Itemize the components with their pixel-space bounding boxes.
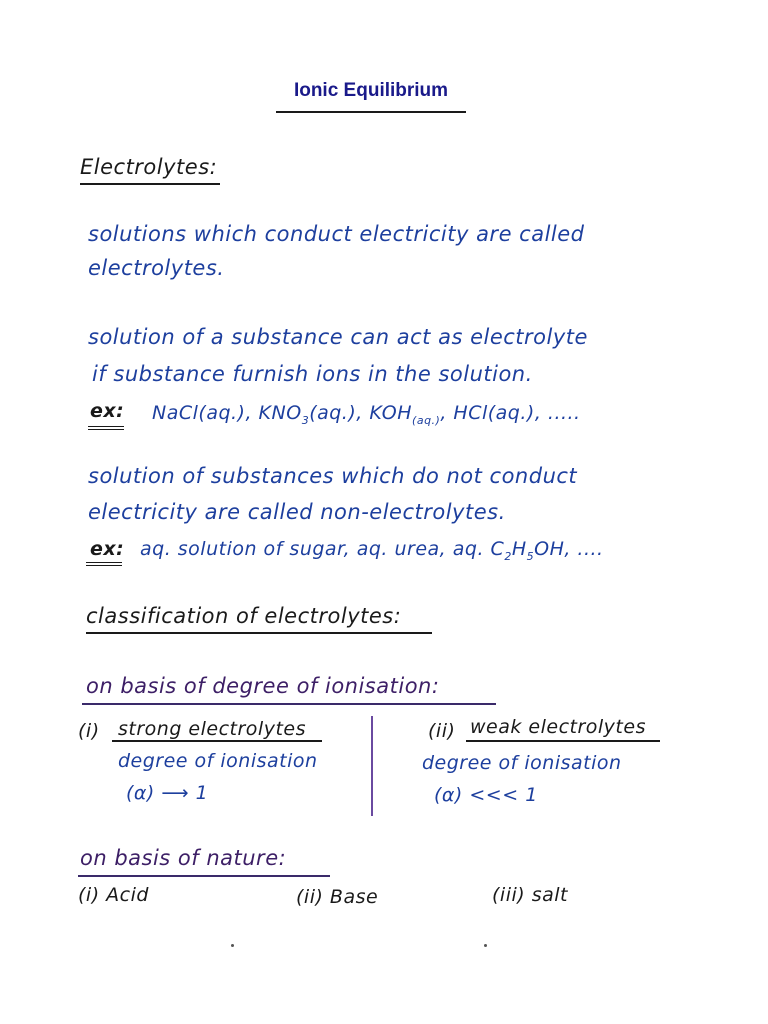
weak-line-1: degree of ionisation bbox=[422, 752, 622, 774]
example-1-part-b: (aq.), KOH bbox=[309, 402, 413, 424]
example-1-label-underline bbox=[88, 426, 124, 430]
definition-line-2: electrolytes. bbox=[88, 256, 225, 280]
strong-line-2: (α) ⟶ 1 bbox=[126, 782, 209, 804]
example-2-part-a: aq. solution of sugar, aq. urea, aq. C bbox=[140, 538, 505, 560]
ionisation-heading-underline bbox=[82, 703, 496, 705]
example-1-part-a: NaCl(aq.), KNO bbox=[152, 402, 302, 424]
definition-line-1: solutions which conduct electricity are called bbox=[88, 222, 585, 246]
nature-heading-underline bbox=[78, 875, 330, 877]
nature-item-salt: (iii) salt bbox=[492, 884, 568, 906]
non-electrolyte-line-1: solution of substances which do not conduct bbox=[88, 464, 578, 488]
example-1-text bbox=[152, 402, 581, 427]
example-2-label-underline bbox=[86, 562, 122, 566]
example-2-part-b: H bbox=[511, 538, 527, 560]
stray-mark bbox=[484, 944, 487, 947]
nature-item-acid: (i) Acid bbox=[78, 884, 149, 906]
weak-title-underline bbox=[466, 740, 660, 742]
weak-label: (ii) bbox=[428, 720, 456, 742]
strong-title-underline bbox=[112, 740, 322, 742]
electrolytes-heading-underline bbox=[80, 183, 220, 185]
title-underline bbox=[276, 111, 466, 113]
stray-mark bbox=[231, 944, 234, 947]
example-2-label: ex: bbox=[90, 538, 125, 560]
example-2-sub-b: 5 bbox=[526, 549, 535, 563]
classification-heading: classification of electrolytes: bbox=[86, 604, 402, 628]
weak-line-2: (α) <<< 1 bbox=[434, 784, 538, 806]
ionisation-heading: on basis of degree of ionisation: bbox=[86, 674, 440, 698]
nature-item-base: (ii) Base bbox=[296, 886, 379, 908]
classification-heading-underline bbox=[86, 632, 432, 634]
example-2-text bbox=[140, 538, 604, 563]
strong-title: strong electrolytes bbox=[118, 718, 306, 740]
condition-line-1: solution of a substance can act as electrolyte bbox=[88, 325, 588, 349]
strong-label: (i) bbox=[78, 720, 100, 742]
page-title: Ionic Equilibrium bbox=[293, 80, 449, 101]
condition-line-2: if substance furnish ions in the solution. bbox=[92, 362, 533, 386]
non-electrolyte-line-2: electricity are called non-electrolytes. bbox=[88, 500, 506, 524]
example-1-part-c: , HCl(aq.), ..... bbox=[440, 402, 581, 424]
nature-heading: on basis of nature: bbox=[80, 846, 287, 870]
electrolytes-heading: Electrolytes: bbox=[80, 155, 218, 179]
example-2-part-c: OH, .... bbox=[534, 538, 604, 560]
example-1-sub-b: (aq.) bbox=[412, 413, 441, 427]
strong-line-1: degree of ionisation bbox=[118, 750, 318, 772]
column-divider bbox=[371, 716, 373, 816]
example-1-label: ex: bbox=[90, 400, 125, 422]
example-1-sub-a: 3 bbox=[301, 413, 310, 427]
weak-title: weak electrolytes bbox=[470, 716, 646, 738]
example-2-sub-a: 2 bbox=[504, 549, 512, 563]
